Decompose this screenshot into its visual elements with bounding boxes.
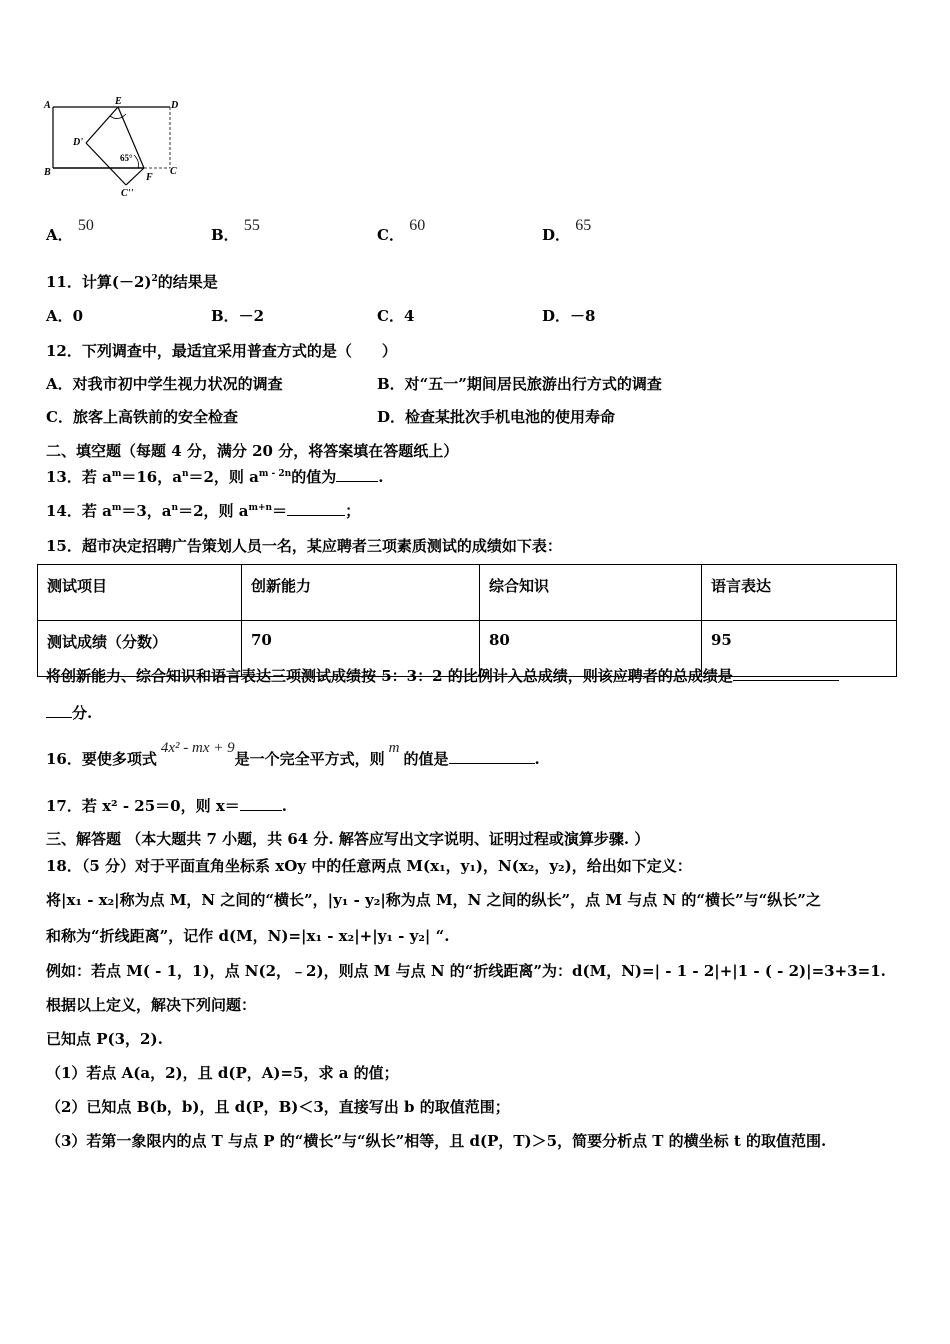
option-letter: A． [46, 226, 73, 244]
q18-line-5: 根据以上定义，解决下列问题： [46, 996, 257, 1014]
label-D-prime: D' [73, 137, 83, 148]
label-C: C [170, 166, 177, 177]
q10-option-a[interactable] [46, 214, 94, 244]
q11-option-b[interactable]: B．－2 [211, 307, 265, 325]
section-2-heading: 二、填空题（每题 4 分，满分 20 分，将答案填在答题纸上） [46, 442, 459, 460]
score-table [37, 564, 897, 677]
q18-sub-2: （2）已知点 B(b，b)，且 d(P，B)＜3，直接写出 b 的取值范围； [46, 1098, 510, 1116]
label-D: D [171, 100, 179, 111]
answer-blank[interactable] [336, 467, 378, 482]
option-value: 65 [575, 217, 592, 234]
q14: 14．若 $a^m=3$，$a^n=2$，则 $a^{m+n}=$ ； [46, 502, 361, 520]
q13: 13．若 $a^m=16$，$a^n=2$，则 $a^{m - 2n}$的值为 . [46, 468, 384, 486]
q17: 17．若 x² - 25＝0，则 x＝ . [46, 797, 287, 815]
label-F: F [146, 172, 153, 183]
option-letter: D． [542, 226, 571, 244]
q10-option-d[interactable] [542, 214, 592, 244]
table-header-row [38, 565, 897, 621]
option-letter: C． [377, 226, 404, 244]
label-E: E [115, 96, 122, 107]
label-angle: 65° [120, 153, 133, 163]
table-header: 语言表达 [702, 565, 897, 621]
table-header: 创新能力 [242, 565, 480, 621]
q18-line-6: 已知点 P(3，2). [46, 1030, 163, 1048]
label-B: B [44, 167, 51, 178]
q18-line-4: 例如：若点 M( - 1，1)，点 N(2，﹣2)，则点 M 与点 N 的“折线距离”为：d(M，N)=| - 1 - 2|+|1 - ( - 2)|=3+3=1. [46, 962, 886, 980]
geometry-figure [40, 95, 190, 205]
answer-blank[interactable] [733, 666, 839, 681]
label-C-prime: C'' [121, 188, 134, 199]
q12-option-d[interactable]: D．检查某批次手机电池的使用寿命 [377, 408, 616, 426]
q10-option-c[interactable] [377, 214, 426, 244]
answer-blank[interactable] [240, 796, 282, 811]
q12-option-a[interactable]: A．对我市初中学生视力状况的调查 [46, 375, 283, 393]
q12-option-c[interactable]: C．旅客上高铁前的安全检查 [46, 408, 238, 426]
q11-stem: 11．计算$(-2)^2$的结果是 [46, 273, 218, 291]
option-value: 50 [77, 217, 94, 234]
q15-stem: 15．超市决定招聘广告策划人员一名，某应聘者三项素质测试的成绩如下表： [46, 537, 562, 555]
q18-line-3: 和称为“折线距离”，记作 d(M，N)=|x₁ - x₂|+|y₁ - y₂| “. [46, 927, 450, 945]
q18-sub-1: （1）若点 A(a，2)，且 d(P，A)=5，求 a 的值； [46, 1064, 399, 1082]
table-row-label: 测试成绩（分数） [38, 621, 242, 677]
option-value: 55 [243, 217, 260, 234]
option-value: 60 [409, 217, 426, 234]
section-3-heading: 三、解答题 （本大题共 7 小题，共 64 分. 解答应写出文字说明、证明过程或演算步骤. ） [46, 830, 650, 848]
table-cell: 70 [242, 621, 480, 677]
q10-option-b[interactable] [211, 214, 260, 244]
q15-unit-line: 分. [46, 702, 92, 723]
q11-option-c[interactable]: C．4 [377, 307, 415, 325]
q16-expression: 4x² - mx + 9 [160, 740, 235, 756]
table-cell: 95 [702, 621, 897, 677]
label-A: A [44, 100, 51, 111]
q18-line-2: 将|x₁ - x₂|称为点 M，N 之间的“横长”，|y₁ - y₂|称为点 M，N 之间的纵长”，点 M 与点 N 的“横长”与“纵长”之 [46, 891, 821, 909]
table-cell: 80 [480, 621, 702, 677]
table-header: 综合知识 [480, 565, 702, 621]
q18-line-1: 18．（5 分）对于平面直角坐标系 xOy 中的任意两点 M(x₁，y₁)，N(x₂，y₂)，给出如下定义： [46, 857, 692, 875]
q18-sub-3: （3）若第一象限内的点 T 与点 P 的“横长”与“纵长”相等，且 d(P，T)＞5，简要分析点 T 的横坐标 t 的取值范围. [46, 1132, 827, 1150]
answer-blank[interactable] [46, 703, 72, 718]
q11-option-a[interactable]: A．0 [46, 307, 84, 325]
q15-follow: 将创新能力、综合知识和语言表达三项测试成绩按 5：3：2 的比例计入总成绩，则该应聘者的总成绩是 [46, 665, 839, 686]
q16: 16．要使多项式4x² - mx + 9是一个完全平方式，则m的值是 . [46, 740, 540, 768]
q12-stem: 12．下列调查中，最适宜采用普查方式的是（ ） [46, 342, 397, 360]
answer-blank[interactable] [287, 501, 345, 516]
q11-option-d[interactable]: D．－8 [542, 307, 596, 325]
table-header: 测试项目 [38, 565, 242, 621]
q12-option-b[interactable]: B．对“五一”期间居民旅游出行方式的调查 [377, 375, 662, 393]
q16-variable: m [388, 740, 400, 756]
answer-blank[interactable] [449, 749, 535, 764]
option-letter: B． [211, 226, 239, 244]
